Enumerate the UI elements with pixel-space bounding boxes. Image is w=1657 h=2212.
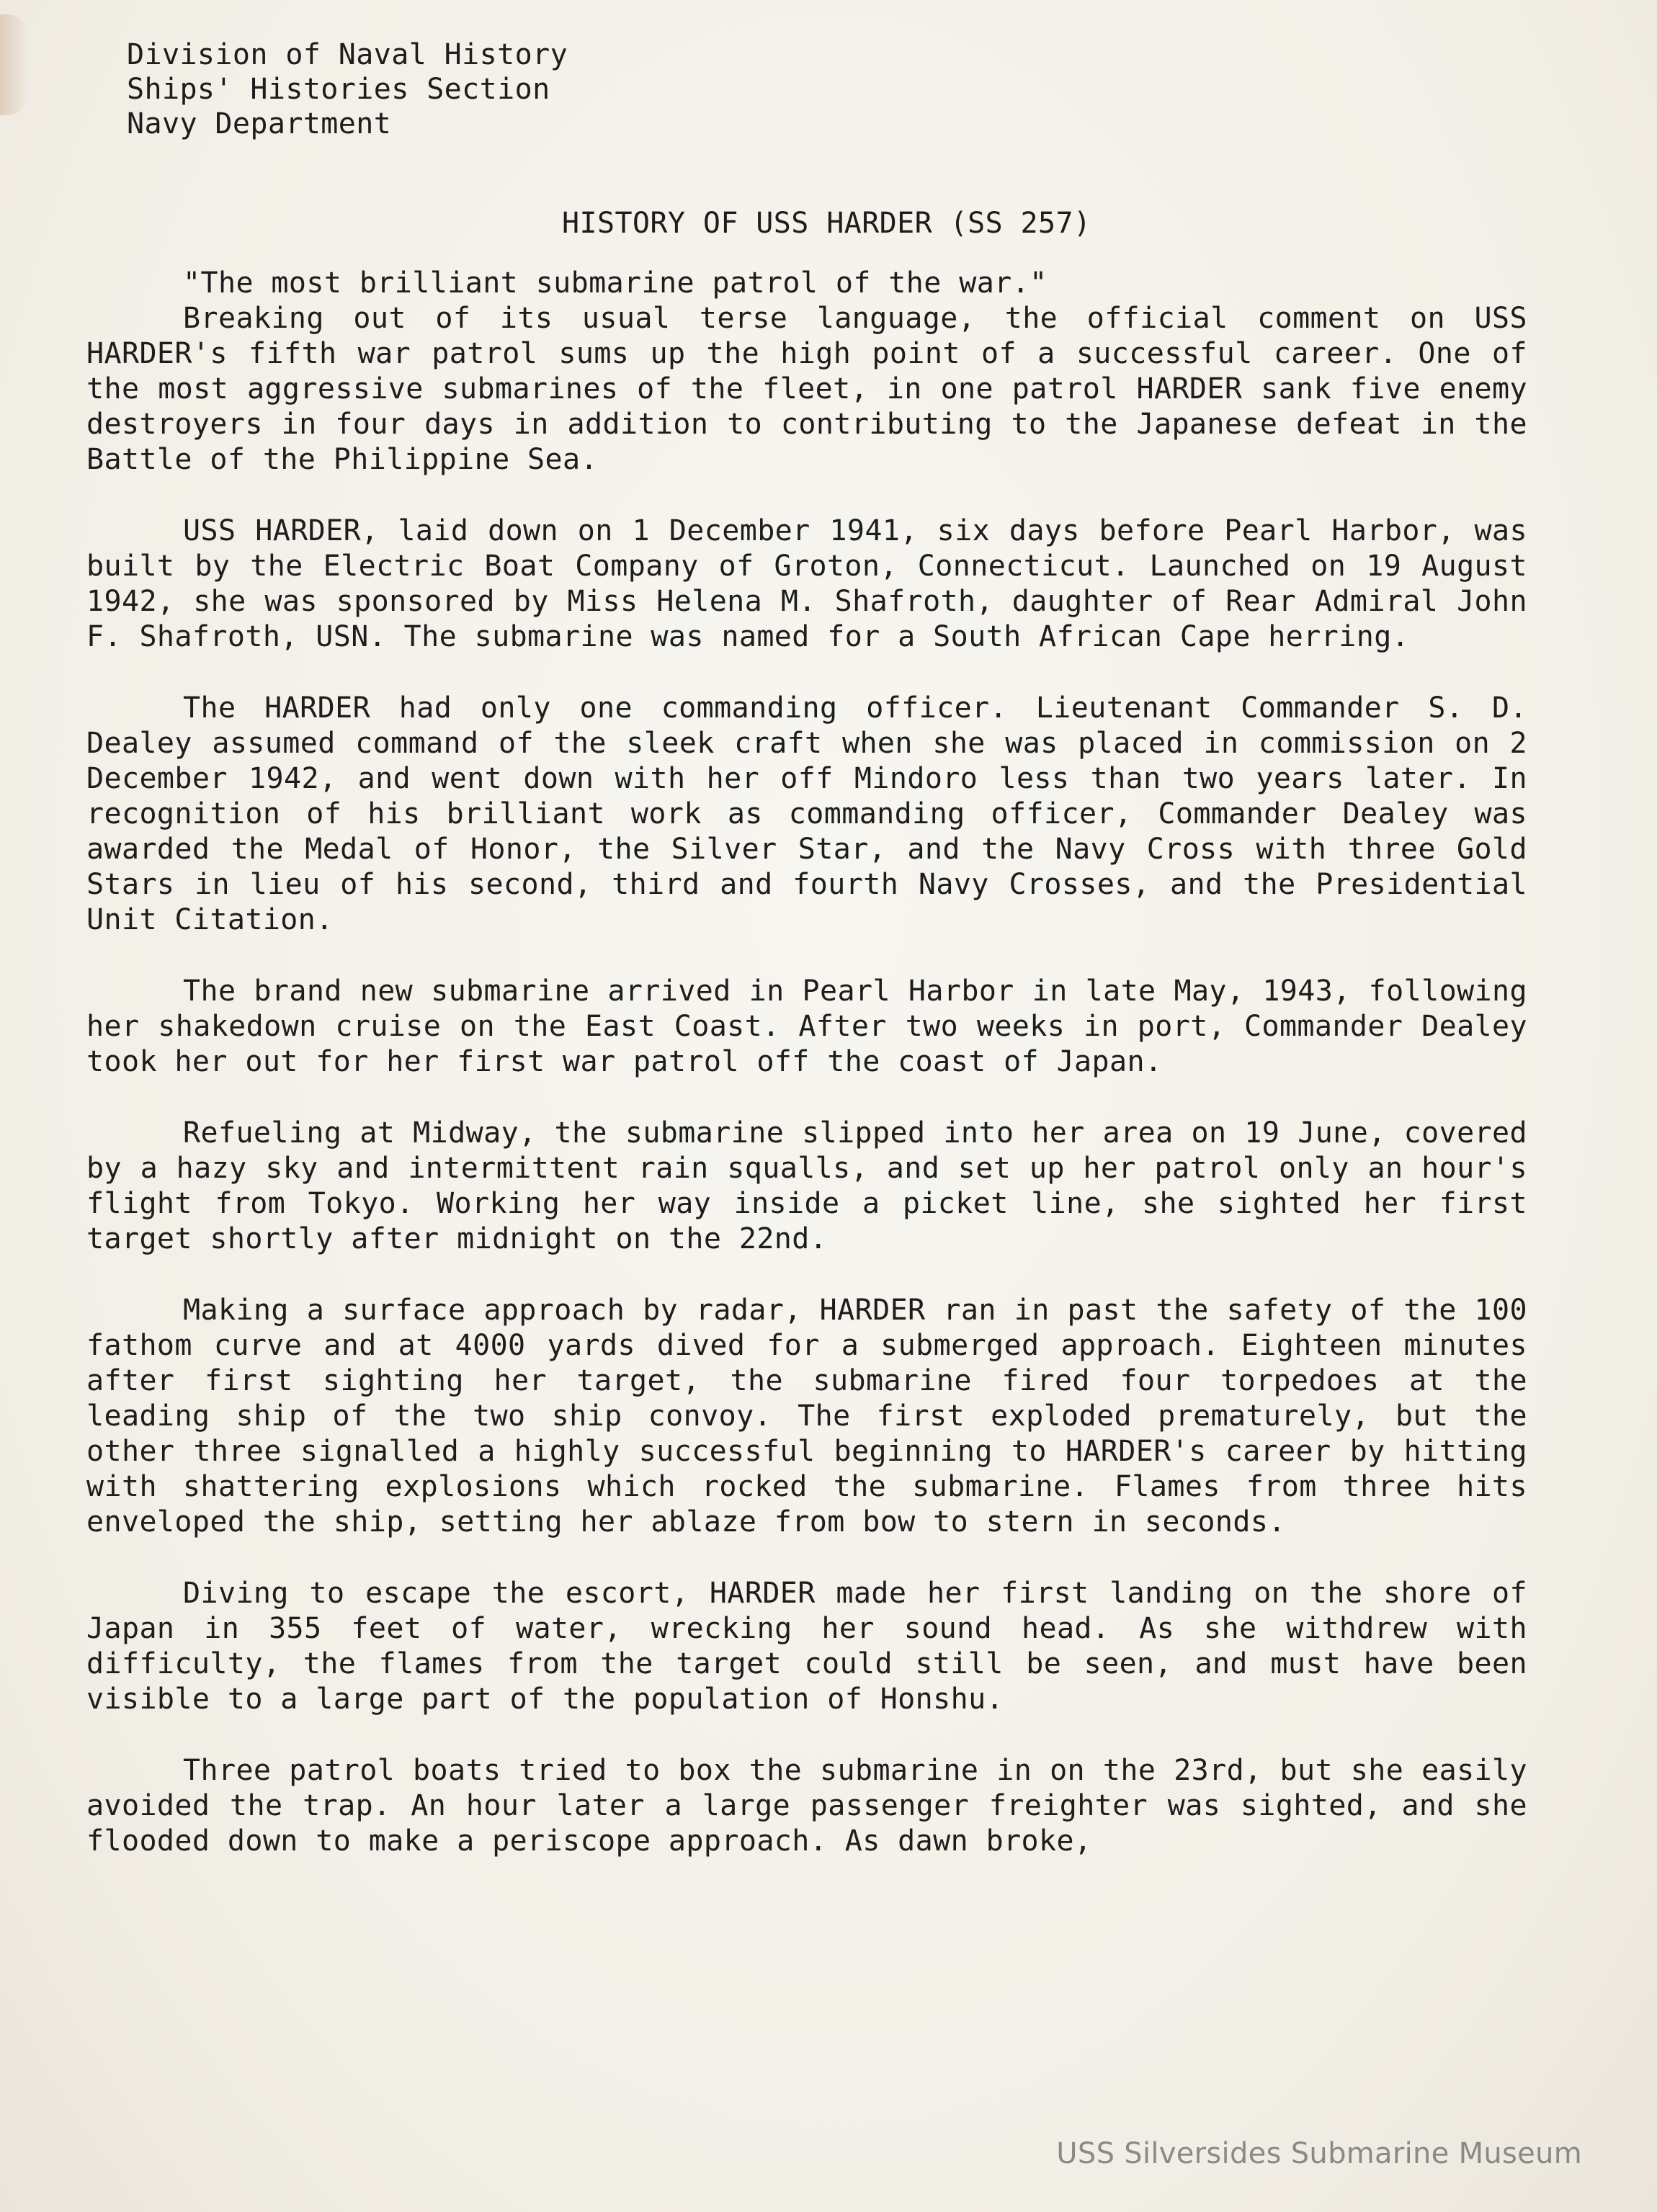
document-body	[86, 37, 1527, 1895]
paper-stain	[0, 14, 29, 115]
letterhead-line-division: Division of Naval History	[127, 38, 568, 71]
paragraph-construction: USS HARDER, laid down on 1 December 1941, six days before Pearl Harbor, was built by the Electric Boat Company of Groton, Connecticut. Launched on 19 August 1942, she was sponsored by Miss Helena M. Shafroth, daughter of Rear Admiral John F. Shafroth, USN. The submarine was named for a South African Cape herring.	[86, 514, 1527, 653]
paragraph-escape: Diving to escape the escort, HARDER made her first landing on the shore of Japan in 355 feet of water, wrecking her sound head. As she withdrew with difficulty, the flames from the target could still be seen, and must have been visible to a large part of the population of Honshu.	[86, 1577, 1527, 1716]
paragraph-commander: The HARDER had only one commanding officer. Lieutenant Commander S. D. Dealey assumed command of the sleek craft when she was placed in commission on 2 December 1942, and went down with her off Mindoro less than two years later. In recognition of his brilliant work as commanding officer, Commander Dealey was awarded the Medal of Honor, the Silver Star, and the Navy Cross with three Gold Stars in lieu of his second, third and fourth Navy Crosses, and the Presidential Unit Citation.	[86, 691, 1527, 936]
letterhead	[127, 37, 1527, 141]
letterhead-line-section: Ships' Histories Section	[127, 73, 550, 106]
document-title: HISTORY OF USS HARDER (SS 257)	[562, 207, 1091, 240]
paragraph-patrol-boats: Three patrol boats tried to box the submarine in on the 23rd, but she easily avoided the trap. An hour later a large passenger freighter was sighted, and she flooded down to make a periscope approach. As dawn broke,	[86, 1754, 1527, 1858]
paragraph-intro: Breaking out of its usual terse language, the official comment on USS HARDER's fifth war patrol sums up the high point of a successful career. One of the most aggressive submarines of the fleet, in one patrol HARDER sank five enemy destroyers in four days in addition to contributing to the Japanese defeat in the Battle of the Philippine Sea.	[86, 302, 1527, 476]
letterhead-line-department: Navy Department	[127, 107, 392, 140]
paragraph-first-attack: Making a surface approach by radar, HARDER ran in past the safety of the 100 fathom curve and at 4000 yards dived for a submerged approach. Eighteen minutes after first sighting her target, the submarine fired four torpedoes at the leading ship of the two ship convoy. The first exploded prematurely, but the other three signalled a highly successful beginning to HARDER's career by hitting with shattering explosions which rocked the submarine. Flames from three hits enveloped the ship, setting her ablaze from bow to stern in seconds.	[86, 1294, 1527, 1539]
paragraph-quote: "The most brilliant submarine patrol of the war."	[183, 267, 1048, 300]
paragraph-arrival: The brand new submarine arrived in Pearl Harbor in late May, 1943, following her shakedown cruise on the East Coast. After two weeks in port, Commander Dealey took her out for her first war patrol off the coast of Japan.	[86, 975, 1527, 1078]
museum-watermark: USS Silversides Submarine Museum	[1056, 2137, 1582, 2170]
paragraph-first-patrol: Refueling at Midway, the submarine slipped into her area on 19 June, covered by a hazy sky and intermittent rain squalls, and set up her patrol only an hour's flight from Tokyo. Working her way inside a picket line, she sighted her first target shortly after midnight on the 22nd.	[86, 1116, 1527, 1255]
